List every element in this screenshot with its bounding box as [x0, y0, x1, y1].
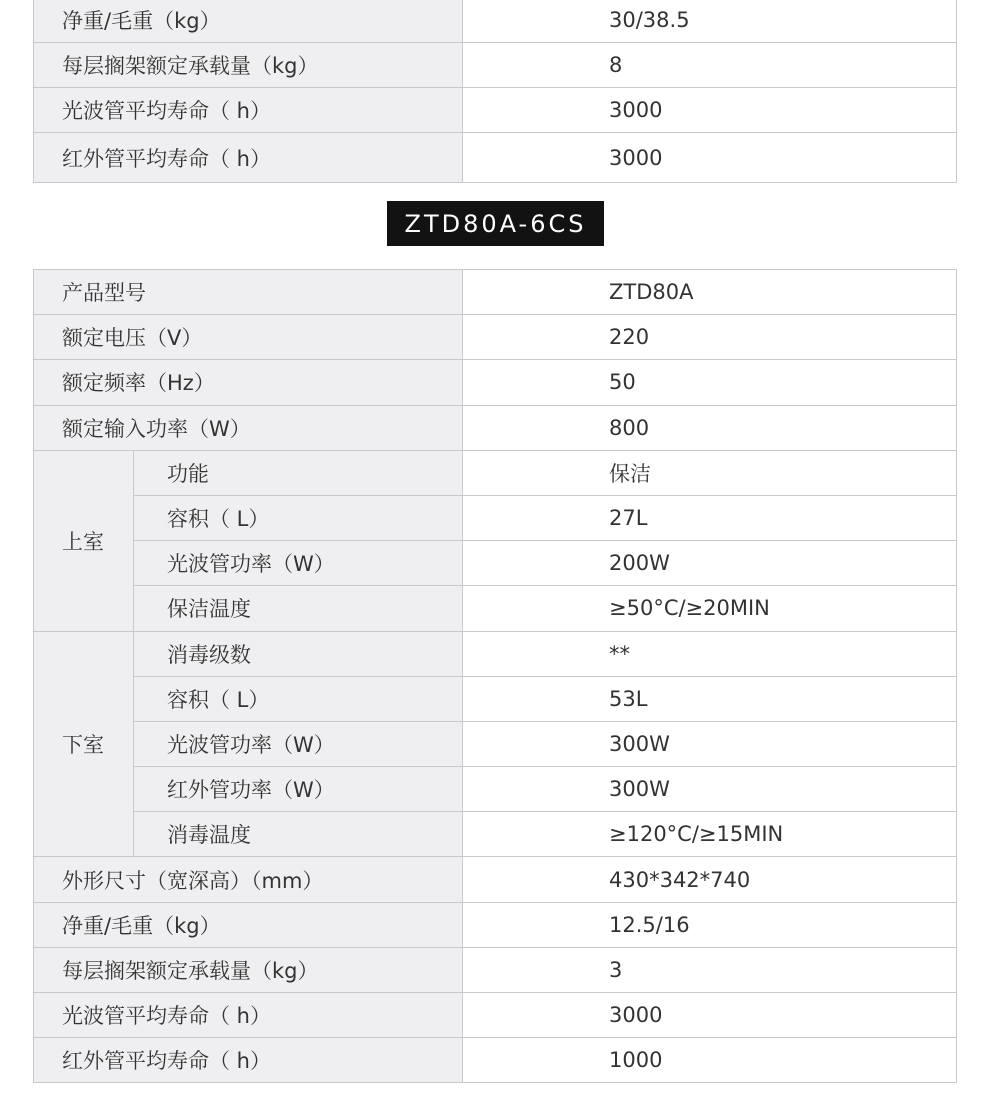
table-row: [34, 721, 957, 766]
table-row: [34, 88, 957, 133]
table-row: [34, 586, 957, 631]
spec-label: 消毒温度: [134, 812, 463, 857]
table-row: [34, 495, 957, 540]
table-row: [34, 0, 957, 43]
group-label-lower: 下室: [34, 631, 134, 857]
spec-value: 53L: [463, 676, 957, 721]
spec-label: 红外管平均寿命（ h）: [34, 133, 463, 183]
spec-label: 功能: [134, 450, 463, 495]
spec-label: 净重/毛重（kg）: [34, 902, 463, 947]
spec-label: 额定电压（V）: [34, 315, 463, 360]
spec-value: ≥50°C/≥20MIN: [463, 586, 957, 631]
table-row: [34, 1038, 957, 1083]
spec-label: 净重/毛重（kg）: [34, 0, 463, 43]
spec-label: 外形尺寸（宽深高）（mm）: [34, 857, 463, 902]
table-row: [34, 270, 957, 315]
spec-value: 800: [463, 405, 957, 450]
spec-label: 光波管功率（W）: [134, 721, 463, 766]
spec-value: 220: [463, 315, 957, 360]
table-row: [34, 541, 957, 586]
table-row: [34, 450, 957, 495]
spec-table-previous: [33, 0, 957, 183]
table-row: [34, 43, 957, 88]
spec-value: **: [463, 631, 957, 676]
spec-label: 保洁温度: [134, 586, 463, 631]
table-row: [34, 812, 957, 857]
spec-value: 3000: [463, 133, 957, 183]
spec-value: 430*342*740: [463, 857, 957, 902]
spec-value: 3: [463, 947, 957, 992]
spec-label: 产品型号: [34, 270, 463, 315]
spec-value: 1000: [463, 1038, 957, 1083]
spec-value: 保洁: [463, 450, 957, 495]
table-row: [34, 767, 957, 812]
spec-value: 3000: [463, 993, 957, 1038]
model-title-banner: ZTD80A-6CS: [387, 201, 604, 246]
table-row: [34, 315, 957, 360]
spec-value: 50: [463, 360, 957, 405]
spec-value: 300W: [463, 767, 957, 812]
spec-label: 光波管平均寿命（ h）: [34, 993, 463, 1038]
spec-value: 200W: [463, 541, 957, 586]
spec-value: 30/38.5: [463, 0, 957, 43]
table-row: [34, 902, 957, 947]
spec-value: 8: [463, 43, 957, 88]
table-row: [34, 857, 957, 902]
spec-label: 红外管平均寿命（ h）: [34, 1038, 463, 1083]
spec-value: ≥120°C/≥15MIN: [463, 812, 957, 857]
spec-label: 光波管平均寿命（ h）: [34, 88, 463, 133]
spec-label: 红外管功率（W）: [134, 767, 463, 812]
spec-value: 27L: [463, 495, 957, 540]
spec-label: 容积（ L）: [134, 495, 463, 540]
spec-value: 12.5/16: [463, 902, 957, 947]
spec-label: 消毒级数: [134, 631, 463, 676]
spec-label: 每层搁架额定承载量（kg）: [34, 947, 463, 992]
spec-label: 额定输入功率（W）: [34, 405, 463, 450]
table-row: [34, 993, 957, 1038]
table-row: [34, 947, 957, 992]
spec-label: 光波管功率（W）: [134, 541, 463, 586]
spec-label: 每层搁架额定承载量（kg）: [34, 43, 463, 88]
table-row: [34, 676, 957, 721]
spec-table: [33, 269, 957, 1083]
group-label-upper: 上室: [34, 450, 134, 631]
table-row: [34, 631, 957, 676]
spec-value: 3000: [463, 88, 957, 133]
spec-label: 额定频率（Hz）: [34, 360, 463, 405]
spec-label: 容积（ L）: [134, 676, 463, 721]
table-row: [34, 133, 957, 183]
spec-value: 300W: [463, 721, 957, 766]
table-row: [34, 405, 957, 450]
table-row: [34, 360, 957, 405]
spec-value: ZTD80A: [463, 270, 957, 315]
